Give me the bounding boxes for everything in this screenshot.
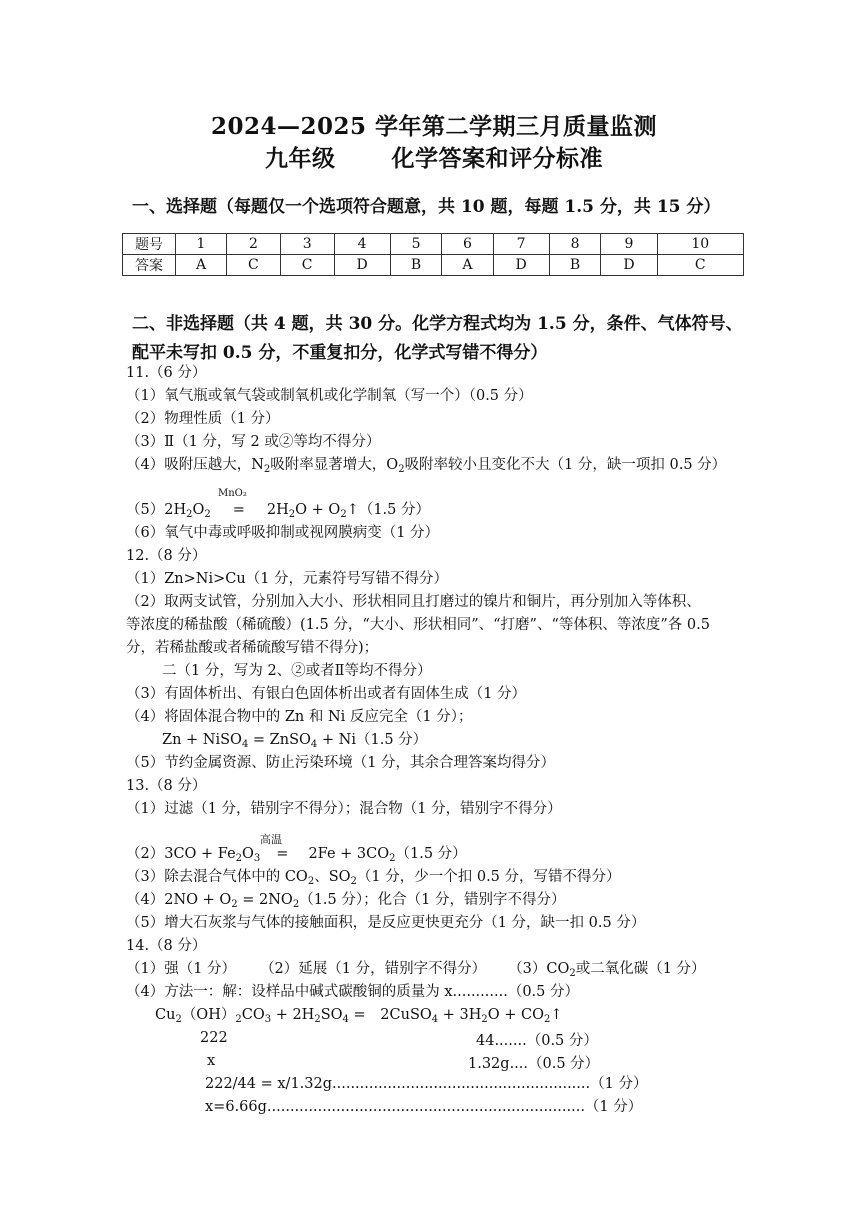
text-part: （1.5 分）；化合（1 分，错别字不得分） — [299, 892, 566, 908]
q14-calc-2: x=6.66g.....................................................................（1 分） — [205, 1099, 643, 1115]
text-part: （2）延展（1 分，错别字不得分） — [260, 961, 487, 977]
q14-equation — [155, 1006, 563, 1024]
table-cell: A — [176, 255, 227, 276]
text-part: （OH） — [181, 1007, 236, 1023]
text-part: （5）2H — [126, 502, 187, 518]
text-part: 2Fe + 3CO — [308, 846, 390, 862]
subscript: 2 — [389, 853, 396, 864]
subscript: 2 — [235, 1014, 242, 1025]
text-part: O + CO — [487, 1007, 545, 1023]
q14-answer-1 — [126, 960, 706, 978]
table-cell: 1 — [176, 234, 227, 255]
subscript: 3 — [253, 853, 261, 864]
reaction-condition-high-temp: 高温 — [260, 833, 282, 846]
table-cell: 2 — [227, 234, 281, 255]
table-cell: 4 — [334, 234, 390, 255]
table-cell: D — [601, 255, 657, 276]
subscript: 2 — [350, 876, 357, 887]
equals-sign: = — [276, 846, 289, 862]
section2-heading-line2: 配平未写扣 0.5 分，不重复扣分，化学式写错不得分） — [132, 343, 548, 363]
subscript: 4 — [342, 1014, 349, 1025]
table-cell: 3 — [280, 234, 334, 255]
q11-answer-1: （1）氧气瓶或氧气袋或制氧机或化学制氧（写一个）（0.5 分） — [126, 388, 533, 404]
q12-heading: 12.（8 分） — [126, 548, 207, 564]
q11-answer-2: （2）物理性质（1 分） — [126, 411, 280, 427]
text-part: 吸附率较小且变化不大（1 分，缺一项扣 0.5 分） — [404, 457, 727, 473]
page-title: 2024—2025 学年第二学期三月质量监测 — [210, 113, 658, 140]
text-part: = ZnSO — [248, 732, 311, 748]
text-part: 、SO — [314, 869, 351, 885]
q13-answer-4 — [126, 891, 565, 909]
text-part: Zn + NiSO — [162, 732, 242, 748]
q14-ratio-left-1: 222 — [200, 1030, 228, 1046]
table-cell: C — [280, 255, 334, 276]
q14-heading: 14.（8 分） — [126, 938, 207, 954]
table-cell: 7 — [493, 234, 549, 255]
row-label: 题号 — [123, 234, 176, 255]
subscript: 2 — [292, 899, 300, 910]
q13-heading: 13.（8 分） — [126, 778, 207, 794]
text-part: 2H — [266, 502, 289, 518]
text-part: SO — [320, 1007, 343, 1023]
table-cell: B — [390, 255, 442, 276]
text-part: （3）除去混合气体中的 CO — [126, 869, 308, 885]
subscript: 3 — [264, 1014, 272, 1025]
q12-answer-2d: 二（1 分，写为 2、②或者Ⅱ等均不得分） — [162, 663, 432, 679]
q12-answer-1: （1）Zn>Ni>Cu（1 分，元素符号写错不得分） — [126, 571, 449, 587]
answer-table — [122, 233, 744, 276]
table-row — [123, 234, 744, 255]
q12-answer-5: （5）节约金属资源、防止污染环境（1 分，其余合理答案均得分） — [126, 755, 556, 771]
subscript: 4 — [241, 739, 249, 750]
text-part: （1 分，少一个扣 0.5 分，写错不得分） — [356, 869, 621, 885]
subscript: 2 — [314, 1014, 321, 1025]
q11-answer-3: （3）Ⅱ（1 分，写 2 或②等均不得分） — [126, 434, 381, 450]
q11-answer-6: （6）氧气中毒或呼吸抑制或视网膜病变（1 分） — [126, 525, 440, 541]
q12-equation — [162, 731, 427, 749]
table-cell: D — [493, 255, 549, 276]
table-cell: C — [657, 255, 743, 276]
q14-answer-4: （4）方法一：解：设样品中碱式碳酸铜的质量为 x............（0.5 分） — [126, 984, 579, 1000]
section1-heading: 一、选择题（每题仅一个选项符合题意，共 10 题，每题 1.5 分，共 15 分） — [132, 197, 721, 217]
subscript: 2 — [544, 1014, 551, 1025]
table-cell: D — [334, 255, 390, 276]
table-cell: 6 — [442, 234, 493, 255]
q11-answer-5 — [126, 501, 430, 519]
text-part: O — [192, 502, 205, 518]
text-part: + Ni（1.5 分） — [317, 732, 428, 748]
table-cell: A — [442, 255, 493, 276]
subscript: 2 — [231, 899, 238, 910]
text-part: O + O — [295, 502, 341, 518]
subscript: 2 — [481, 1014, 488, 1025]
text-part: CO — [241, 1007, 265, 1023]
table-row — [123, 255, 744, 276]
subscript: 2 — [398, 464, 405, 475]
subscript: 2 — [340, 509, 347, 520]
table-cell: B — [549, 255, 601, 276]
subscript: 2 — [288, 509, 296, 520]
table-cell: 5 — [390, 234, 442, 255]
text-part: 吸附率显著增大，O — [270, 457, 399, 473]
text-part: （3）CO — [508, 961, 570, 977]
text-part: （4）吸附压越大，N — [126, 457, 264, 473]
subject-label: 化学答案和评分标准 — [391, 145, 603, 172]
text-part: O — [242, 846, 254, 862]
subscript: 2 — [204, 509, 211, 520]
text-part: 或二氧化碳（1 分） — [575, 961, 706, 977]
q12-answer-3: （3）有固体析出、有银白色固体析出或者有固体生成（1 分） — [126, 686, 527, 702]
subscript: 2 — [263, 464, 271, 475]
subscript: 2 — [569, 968, 576, 979]
subscript: 2 — [235, 853, 243, 864]
table-cell: 8 — [549, 234, 601, 255]
equals-sign: = — [348, 1007, 371, 1023]
subscript: 4 — [310, 739, 318, 750]
text-part: ↑（1.5 分） — [346, 502, 431, 518]
text-part: （1）强（1 分） — [126, 961, 237, 977]
q12-answer-4: （4）将固体混合物中的 Zn 和 Ni 反应完全（1 分）； — [126, 709, 473, 725]
q12-answer-2a: （2）取两支试管，分别加入大小、形状相同且打磨过的镍片和铜片，再分别加入等体积、 — [126, 594, 701, 610]
q11-answer-4 — [126, 456, 726, 474]
q12-answer-2b: 等浓度的稀盐酸（稀硫酸）(1.5 分，“大小、形状相同”、“打磨”、“等体积、等浓度”各 0.5 — [126, 617, 710, 633]
text-part: + 3H — [438, 1007, 482, 1023]
q14-calc-1: 222/44 = x/1.32g........................................................（1 分） — [205, 1076, 648, 1092]
text-part: ↑ — [550, 1007, 563, 1023]
q12-answer-2c: 分，若稀盐酸或者稀硫酸写错不得分)； — [126, 640, 379, 656]
subscript: 2 — [175, 1014, 182, 1025]
subscript: 2 — [186, 509, 193, 520]
q14-ratio-right-2: 1.32g....（0.5 分） — [468, 1056, 600, 1072]
text-part: 2CuSO — [380, 1007, 432, 1023]
q13-answer-3 — [126, 868, 621, 886]
q11-heading: 11.（6 分） — [126, 365, 207, 381]
text-part: = 2NO — [237, 892, 293, 908]
table-cell: 9 — [601, 234, 657, 255]
text-part: Cu — [155, 1007, 176, 1023]
table-cell: 10 — [657, 234, 743, 255]
q14-ratio-right-1: 44.......（0.5 分） — [476, 1033, 598, 1049]
page-subtitle — [0, 140, 868, 173]
subscript: 2 — [307, 876, 315, 887]
q13-answer-2 — [126, 845, 467, 863]
text-part: （4）2NO + O — [126, 892, 232, 908]
text-part: + 2H — [271, 1007, 315, 1023]
table-cell: C — [227, 255, 281, 276]
subscript: 4 — [431, 1014, 439, 1025]
reaction-condition-mno2: MnO₂ — [218, 488, 247, 499]
equals-sign: = — [232, 502, 245, 518]
section2-heading-line1: 二、非选择题（共 4 题，共 30 分。化学方程式均为 1.5 分，条件、气体符号、 — [132, 314, 743, 334]
grade-label: 九年级 — [265, 145, 336, 172]
text-part: （1.5 分） — [395, 846, 467, 862]
q14-ratio-left-2: x — [207, 1053, 216, 1069]
row-label: 答案 — [123, 255, 176, 276]
q13-answer-5: （5）增大石灰浆与气体的接触面积，是反应更快更充分（1 分，缺一扣 0.5 分） — [126, 915, 646, 931]
text-part: （2）3CO + Fe — [126, 846, 236, 862]
q13-answer-1: （1）过滤（1 分，错别字不得分）；混合物（1 分，错别字不得分） — [126, 801, 562, 817]
